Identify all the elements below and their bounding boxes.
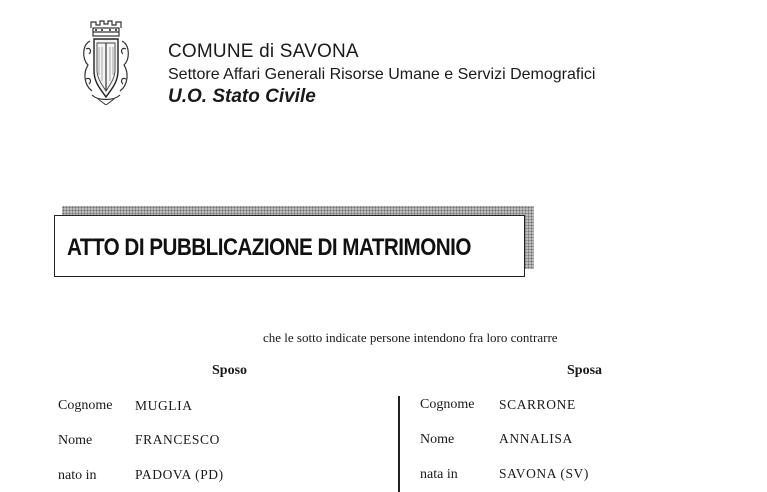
groom-name-value: FRANCESCO [135,432,220,447]
groom-birthplace-label: nato in [58,468,97,483]
groom-name-label: Nome [58,433,93,448]
city-crest-icon [80,19,132,105]
groom-birthplace-value: PADOVA (PD) [135,467,224,482]
bride-birthplace-label: nata in [420,467,458,482]
groom-surname-value: MUGLIA [135,398,193,413]
bride-heading: Sposa [567,363,603,378]
bride-name-value: ANNALISA [499,431,573,446]
document-title: ATTO DI PUBBLICAZIONE DI MATRIMONIO [67,234,471,261]
office-name: U.O. Stato Civile [168,86,316,107]
intro-text: che le sotto indicate persone intendono fra loro contrarre [263,330,558,345]
bride-surname-label: Cognome [420,397,475,412]
bride-birthplace-value: SAVONA (SV) [499,466,589,481]
title-banner [54,215,525,277]
groom-surname-label: Cognome [58,398,113,413]
bride-surname-value: SCARRONE [499,397,576,412]
groom-heading: Sposo [212,363,248,378]
column-divider [398,396,400,492]
municipality-title: COMUNE di SAVONA [168,41,359,62]
department-name: Settore Affari Generali Risorse Umane e Servizi Demografici [168,66,596,83]
bride-name-label: Nome [420,432,455,447]
